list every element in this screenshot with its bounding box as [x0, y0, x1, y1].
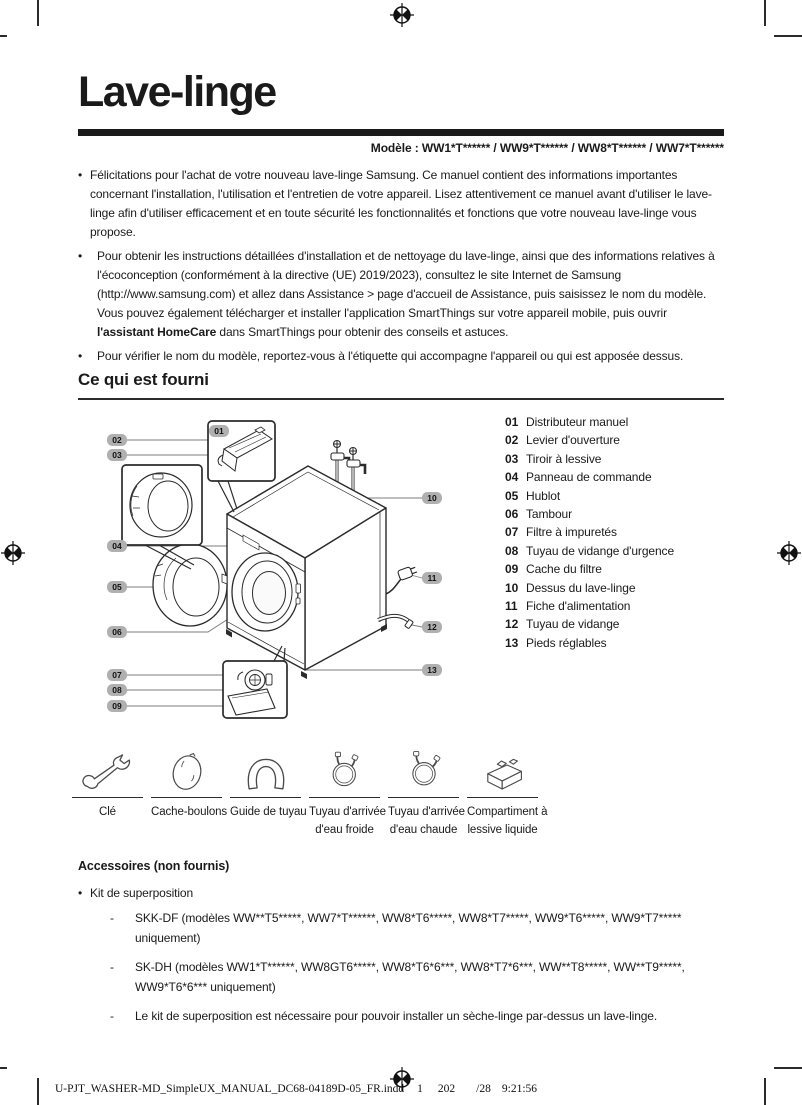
wrench-icon — [77, 749, 139, 795]
registration-mark-icon — [777, 541, 801, 565]
parts-list — [505, 413, 674, 652]
intro-bullet-1 — [78, 166, 720, 242]
bolt-cap-icon — [159, 747, 215, 795]
accessory-hose-guide — [230, 742, 307, 822]
callout-badge-02 — [107, 434, 127, 446]
stacking-kit-bullet — [78, 883, 724, 903]
accessories-not-supplied-section — [78, 856, 724, 1035]
included-accessories-row — [0, 742, 802, 852]
accessory-hot-hose — [388, 742, 465, 839]
svg-text:02: 02 — [112, 435, 122, 446]
accessory-liquid-compartment — [467, 742, 548, 839]
stacking-kit-item-text: SK-DH (modèles WW1*T******, WW8GT6*****, WW8*T6*6***, WW8*T7*6***, WW**T8*****, WW**T9*****, WW9*T6*6*** uniquement) — [135, 960, 685, 994]
svg-text:04: 04 — [112, 541, 122, 552]
footer-date: 202 — [437, 1083, 456, 1095]
dash-marker: - — [110, 1009, 114, 1023]
crop-mark — [0, 1067, 7, 1069]
intro-bullet-3 — [78, 347, 720, 366]
callout-badge-12 — [422, 621, 442, 633]
intro-bullet-1-text: Félicitations pour l'achat de votre nouveau lave-linge Samsung. Ce manuel contient des informations importantes concernant l'installation, l'utilisation et l'entretien de votre appareil. Lisez attentivement ce manuel avant d'utiliser le lave-linge afin d'utiliser efficacement et en toute sécurité les fonctionnalités et fonctions que votre nouveau lave-linge vous propose. — [90, 168, 712, 239]
accessory-label: Compartiment à — [467, 806, 548, 818]
bullet-marker: • — [78, 349, 83, 363]
svg-text:03: 03 — [112, 450, 122, 461]
part-item: 03 Tiroir à lessive — [505, 451, 602, 466]
part-item: 11 Fiche d'alimentation — [505, 599, 631, 614]
registration-mark-icon — [1, 541, 25, 565]
accessory-label: lessive liquide — [467, 823, 538, 836]
svg-text:09: 09 — [112, 701, 122, 712]
crop-mark — [37, 1078, 39, 1105]
callout-badge-10 — [422, 492, 442, 504]
crop-mark — [774, 35, 802, 37]
footer-date: /28 — [476, 1083, 491, 1095]
intro-bullet-2 — [78, 247, 720, 342]
footer-page-number: 1 — [417, 1083, 423, 1095]
callout-badge-03 — [107, 449, 127, 461]
cold-water-hose-icon — [319, 745, 371, 795]
bullet-marker: • — [78, 249, 83, 263]
part-item: 04 Panneau de commande — [505, 470, 652, 485]
footer-time: 9:21:56 — [501, 1083, 538, 1095]
callout-badge-01 — [209, 425, 229, 437]
callout-badge-07 — [107, 669, 127, 681]
part-item: 09 Cache du filtre — [505, 562, 602, 577]
svg-text:05: 05 — [112, 582, 122, 593]
intro-bullet-3-text: Pour vérifier le nom du modèle, reportez-vous à l'étiquette qui accompagne l'appareil ou qui est apposée dessus. — [97, 349, 684, 363]
intro-bullet-2-text-end: dans SmartThings pour obtenir des conseils et astuces. — [216, 325, 509, 339]
crop-mark — [774, 1067, 802, 1069]
callout-badge-04 — [107, 540, 127, 552]
crop-mark — [764, 0, 766, 26]
page-title: Lave-linge — [78, 68, 276, 116]
bullet-marker: • — [78, 168, 83, 182]
drum — [253, 572, 286, 615]
registration-mark-icon — [390, 1067, 414, 1091]
accessory-label: Clé — [99, 806, 116, 818]
power-plug — [386, 565, 418, 594]
homecare-assistant-bold: l'assistant HomeCare — [97, 325, 217, 339]
part-item: 08 Tuyau de vidange d'urgence — [505, 543, 675, 558]
hot-water-hose-icon — [398, 745, 450, 795]
accessories-heading: Accessoires (non fournis) — [78, 859, 230, 873]
svg-text:07: 07 — [112, 670, 122, 681]
washer-diagram — [75, 408, 475, 740]
accessory-label: Tuyau d'arrivée — [388, 806, 465, 818]
crop-mark — [37, 0, 39, 26]
crop-mark — [764, 1078, 766, 1105]
footer-filename: U-PJT_WASHER-MD_SimpleUX_MANUAL_DC68-04189D-05_FR.indd — [55, 1083, 405, 1095]
accessory-label: d'eau chaude — [389, 823, 458, 836]
svg-text:01: 01 — [214, 426, 224, 437]
svg-text:10: 10 — [427, 493, 437, 504]
intro-bullet-2-text: Pour obtenir les instructions détaillées d'installation et de nettoyage du lave-linge, ainsi que des informations relatives à l'écoconception (conformément à la directive (UE) 2019/2023), consultez le site Internet de Samsung (http://www.samsung.com) et allez dans Assistance > page d'accueil de Assistance, puis saisissez le nom du modèle. Vous pouvez également télécharger et installer l'application SmartThings sur votre appareil mobile, puis ouvrir — [97, 249, 715, 320]
svg-text:08: 08 — [112, 685, 122, 696]
filter-inset — [223, 646, 287, 718]
door-glass — [173, 558, 219, 616]
intro-bullets — [78, 166, 720, 371]
crop-mark — [0, 35, 7, 37]
callout-badge-09 — [107, 700, 127, 712]
accessory-label: Guide de tuyau — [230, 806, 307, 818]
callout-badge-13 — [422, 664, 442, 676]
accessory-label: d'eau froide — [315, 823, 374, 836]
svg-text:12: 12 — [427, 622, 437, 633]
print-footer — [55, 1083, 537, 1095]
accessory-label: Tuyau d'arrivée — [309, 806, 386, 818]
part-item: 05 Hublot — [505, 488, 561, 503]
callout-badge-08 — [107, 684, 127, 696]
stacking-kit-item-text: SKK-DF (modèles WW**T5*****, WW7*T******, WW8*T6*****, WW8*T7*****, WW9*T6*****, WW9*T7***** uniquement) — [135, 911, 682, 945]
stacking-kit-item-text: Le kit de superposition est nécessaire pour pouvoir installer un sèche-linge par-dessus un lave-linge. — [135, 1009, 658, 1023]
dash-marker: - — [110, 911, 114, 925]
part-item: 06 Tambour — [505, 507, 572, 522]
part-item: 01 Distributeur manuel — [505, 415, 629, 429]
svg-text:13: 13 — [427, 665, 437, 676]
stacking-kit-item-sk-dh — [78, 957, 724, 997]
bullet-marker: • — [78, 886, 83, 900]
accessory-bolt-caps — [151, 742, 228, 822]
part-item: 10 Dessus du lave-linge — [505, 580, 636, 595]
part-item: 13 Pieds réglables — [505, 635, 607, 650]
dash-marker: - — [110, 960, 114, 974]
part-item: 07 Filtre à impuretés — [505, 525, 617, 540]
stacking-kit-label: Kit de superposition — [90, 886, 193, 900]
svg-text:11: 11 — [427, 573, 437, 584]
section-rule — [78, 398, 724, 400]
stacking-kit-item-skk-df — [78, 908, 724, 948]
accessory-label: Cache-boulons — [151, 806, 228, 818]
callout-badge-05 — [107, 581, 127, 593]
title-rule — [78, 129, 724, 136]
svg-text:06: 06 — [112, 627, 122, 638]
callout-badge-06 — [107, 626, 127, 638]
liquid-detergent-compartment-icon — [475, 751, 531, 795]
stacking-kit-item-note — [78, 1006, 724, 1026]
section-heading: Ce qui est fourni — [78, 370, 209, 389]
model-line: Modèle : WW1*T****** / WW9*T****** / WW8*T****** / WW7*T****** — [370, 141, 724, 155]
callout-badge-11 — [422, 572, 442, 584]
part-item: 02 Levier d'ouverture — [505, 433, 620, 448]
part-item: 12 Tuyau de vidange — [505, 617, 620, 632]
hose-guide-icon — [234, 747, 298, 795]
accessory-wrench — [72, 742, 143, 822]
accessory-cold-hose — [309, 742, 386, 839]
registration-mark-icon — [390, 3, 414, 27]
